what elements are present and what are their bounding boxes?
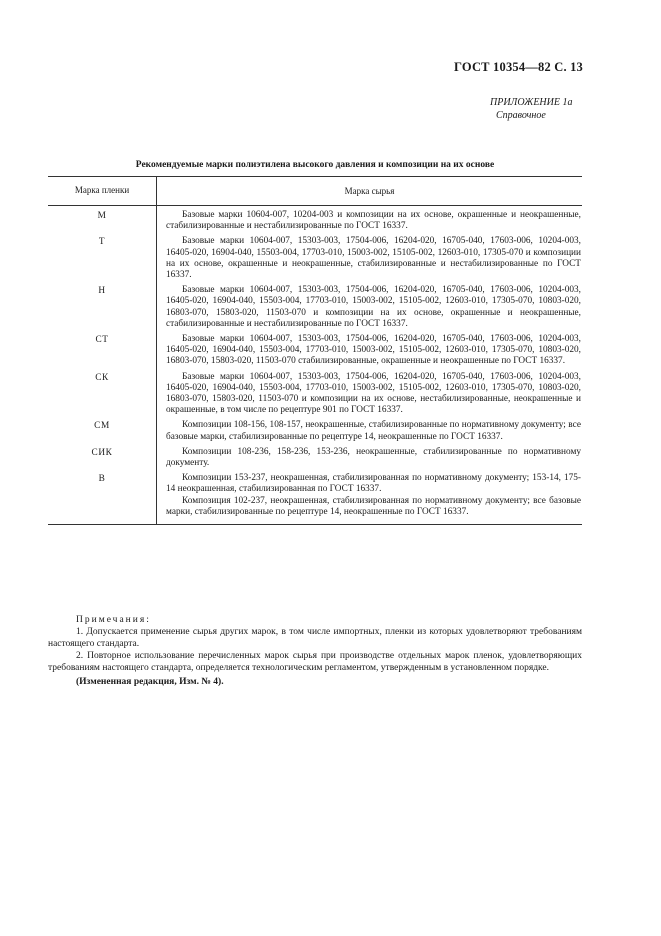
notes-section [48, 614, 582, 688]
raw-material-cell [156, 334, 582, 368]
page-header: ГОСТ 10354—82 С. 13 [454, 60, 583, 74]
raw-material-text: Композиции 108-156, 108-157, неокрашенные, стабилизированные по нормативному документу; все базовые марки, стабилизированные по рецептуре 14, неокрашенные по ГОСТ 16337. [166, 420, 581, 442]
table-row [48, 232, 582, 281]
appendix-label [490, 96, 573, 122]
table-title: Рекомендуемые марки полиэтилена высокого давления и композиции на их основе [135, 160, 495, 170]
raw-material-cell [156, 447, 582, 469]
edition-note: (Измененная редакция, Изм. № 4). [76, 677, 224, 687]
raw-material-text: Базовые марки 10604-007, 15303-003, 17504-006, 16204-020, 16705-040, 17603-006, 10204-003, 16405-020, 16904-040, 15503-004, 17703-010, 15003-002, 15105-002, 12603-010, 17305-070, 10803-020, 16803-070, 15803-020, 11503-070 стабилизированные, окрашенные и неокрашенные по ГОСТ 16337. [166, 334, 581, 367]
film-mark-cell: М [97, 211, 107, 221]
note-item: 2. Повторное использование перечисленных марок сырья при производстве отдельных марок пленок, удовлетворяющих требованиям настоящего стандарта, определяется технологическим регламентом, утвержденным в установленном порядке. [48, 651, 582, 673]
film-mark-cell: СИК [91, 447, 113, 458]
film-mark-cell: В [98, 474, 106, 485]
column-header-raw-material: Марка сырья [156, 177, 582, 205]
note-item: 1. Допускается применение сырья других марок, в том числе импортных, пленки из которых удовлетворяют требованиям настоящего стандарта. [48, 627, 582, 649]
raw-material-cell [156, 372, 582, 417]
raw-material-text: Базовые марки 10604-007, 10204-003 и композиции на их основе, окрашенные и неокрашенные, стабилизированные и нестабилизированные по ГОСТ 16337. [166, 210, 581, 232]
raw-material-cell [156, 420, 582, 442]
notes-heading: Примечания: [76, 615, 151, 625]
table-header [48, 177, 582, 206]
film-mark-cell: Т [98, 237, 106, 248]
table-row [48, 330, 582, 368]
appendix-title: ПРИЛОЖЕНИЕ 1а [490, 97, 573, 108]
raw-material-cell [156, 285, 582, 330]
raw-material-cell [156, 473, 582, 518]
raw-material-cell [156, 236, 582, 281]
film-mark-cell: СК [95, 372, 109, 383]
table-row [48, 443, 582, 469]
raw-material-cell [156, 210, 582, 232]
film-mark-cell: Н [98, 286, 106, 297]
raw-material-text: Базовые марки 10604-007, 15303-003, 17504-006, 16204-020, 16705-040, 17603-006, 10204-003, 16405-020, 16904-040, 15503-004, 17703-010, 15003-002, 15105-002, 12603-010, 17305-070, 10803-020, 16803-070, 15803-020, 11503-070 и композиции на их основе, окрашенные и неокрашенные, стабилизированные и нестабилизированные по ГОСТ 16337. [166, 285, 581, 329]
raw-material-text: Базовые марки 10604-007, 15303-003, 17504-006, 16204-020, 16705-040, 17603-006, 10204-003, 16405-020, 16904-040, 15503-004, 17703-010, 15003-002, 15105-002, 12603-010, 17305-070 и композиции на их основе, окрашенные и неокрашенные, стабилизированные и нестабилизированные по ГОСТ 16337. [166, 236, 581, 281]
table-row [48, 206, 582, 232]
table-row [48, 416, 582, 442]
raw-material-text: Композиция 102-237, неокрашенная, стабилизированная по нормативному документу; все базовые марки, стабилизированные по рецептуре 14, неокрашенные по ГОСТ 16337. [166, 495, 581, 517]
appendix-subtitle: Справочное [496, 110, 546, 121]
materials-table [48, 176, 582, 525]
film-mark-cell: СМ [94, 421, 110, 432]
table-row [48, 368, 582, 417]
raw-material-text: Композиции 108-236, 158-236, 153-236, неокрашенные, стабилизированные по нормативному документу. [166, 446, 581, 469]
table-row [48, 281, 582, 330]
table-row [48, 469, 582, 524]
film-mark-cell: СТ [95, 335, 109, 346]
raw-material-text: Базовые марки 10604-007, 15303-003, 17504-006, 16204-020, 16705-040, 17603-006, 10204-003, 16405-020, 16904-040, 15503-004, 17703-010, 15003-002, 15105-002, 12603-010, 17305-070, 10803-020, 16803-070, 15803-020, 11503-070 и композиции на их основе, нестабилизированные, неокрашенные и окрашенные, в том числе по рецептуре 901 по ГОСТ 16337. [166, 371, 581, 416]
column-header-film-mark: Марка пленки [74, 185, 130, 196]
table-body [48, 206, 582, 524]
raw-material-text: Композиции 153-237, неокрашенная, стабилизированная по нормативному документу; 153-14, 175-14 неокрашенная, стабилизированная по ГОСТ 16337. [166, 473, 581, 495]
